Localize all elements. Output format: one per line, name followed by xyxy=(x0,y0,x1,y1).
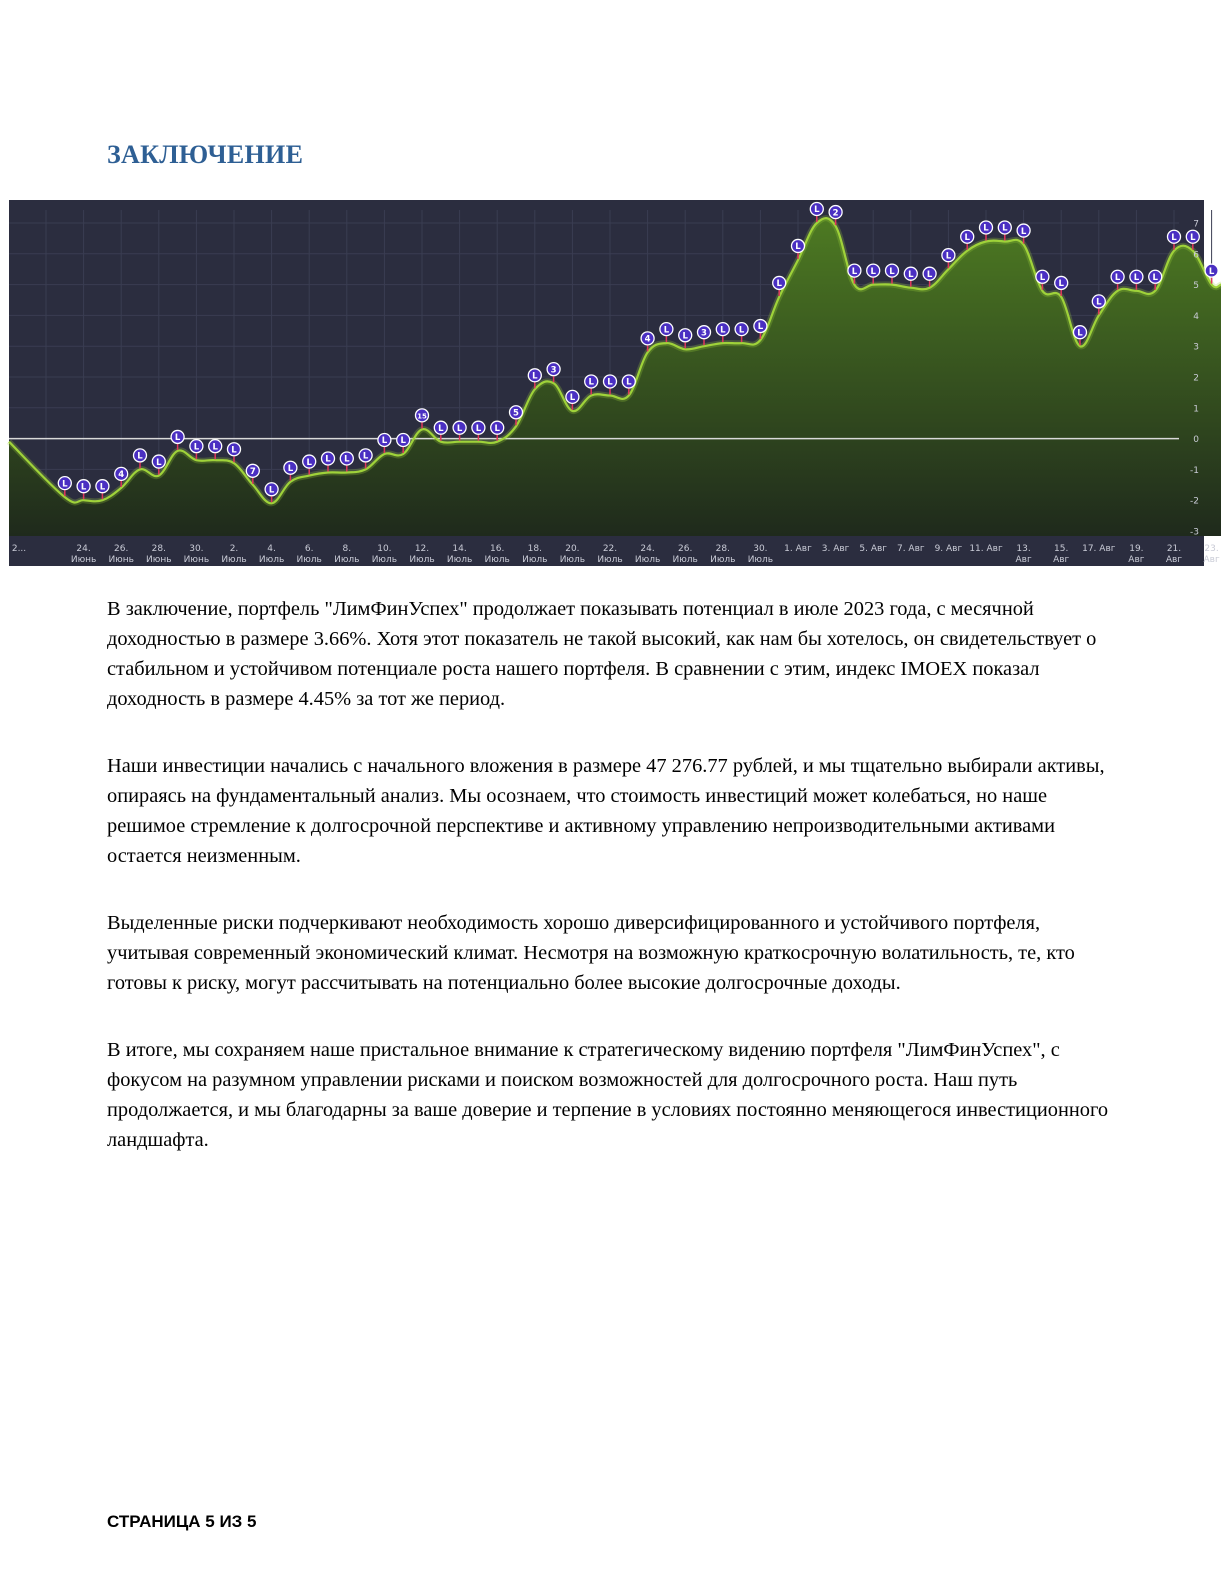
marker-label: L xyxy=(1096,297,1102,308)
x-tick-sublabel: Авг xyxy=(1128,555,1145,565)
marker-label: L xyxy=(137,451,143,462)
x-tick-sublabel: Июль xyxy=(522,555,548,565)
marker-label: L xyxy=(795,242,801,253)
x-tick-label: 10. xyxy=(377,544,392,554)
marker-label: L xyxy=(362,451,369,462)
marker-label: L xyxy=(757,322,764,333)
marker-label: L xyxy=(1190,232,1196,243)
trade-marker xyxy=(322,452,335,472)
marker-label: L xyxy=(231,445,237,456)
marker-label: L xyxy=(80,482,87,493)
y-tick-label: -3 xyxy=(1190,527,1199,538)
x-tick-sublabel: Июль xyxy=(409,555,435,565)
x-tick-label: 14. xyxy=(452,544,467,554)
marker-label: L xyxy=(156,457,162,468)
x-tick-label: 11. Авг xyxy=(969,544,1003,554)
marker-label: 15 xyxy=(417,412,427,421)
x-tick-sublabel: Авг xyxy=(1015,555,1032,565)
y-tick-label: 2 xyxy=(1193,373,1199,384)
marker-label: L xyxy=(400,436,406,447)
trade-marker xyxy=(998,221,1011,241)
x-tick-label: 26. xyxy=(678,544,693,554)
conclusion-text xyxy=(107,594,1117,1192)
marker-label: L xyxy=(1152,272,1158,283)
marker-label: L xyxy=(325,454,331,465)
x-tick-label: 1. Авг xyxy=(784,544,812,554)
y-tick-label: 1 xyxy=(1193,404,1199,415)
x-tick-sublabel: Июль xyxy=(710,555,736,565)
paragraph-3: Выделенные риски подчеркивают необходимость хорошо диверсифицированного и устойчивого портфеля, учитывая современный экономический климат. Несмотря на возможную краткосрочную волатильность, те, кто готовы к риску, могут рассчитывать на потенциально более высокие долгосрочные доходы. xyxy=(107,912,1075,994)
trade-marker xyxy=(171,430,184,450)
trade-marker xyxy=(378,434,391,454)
x-tick-label: 6. xyxy=(304,544,314,554)
marker-label: L xyxy=(1171,232,1177,243)
marker-label: 5 xyxy=(513,408,519,419)
marker-label: L xyxy=(193,442,200,453)
marker-label: L xyxy=(475,423,482,434)
x-tick-label: 23. xyxy=(1204,544,1219,554)
trade-marker xyxy=(867,264,880,284)
x-tick-label: 18. xyxy=(527,544,542,554)
x-tick-label: 16. xyxy=(490,544,505,554)
marker-label: L xyxy=(344,454,350,465)
x-tick-sublabel: Июль xyxy=(747,555,774,565)
page-number: СТРАНИЦА 5 ИЗ 5 xyxy=(107,1512,257,1531)
paragraph-2: Наши инвестиции начались с начального вложения в размере 47 276.77 рублей, и мы тщательно выбирали активы, опираясь на фундаментальный анализ. Мы осознаем, что стоимость инвестиций может колебаться, но наше решимое стремление к долгосрочной перспективе и активному управлению непроизводительными активами остается неизменным. xyxy=(107,755,1105,867)
x-tick-label: 28. xyxy=(151,544,166,554)
trade-marker xyxy=(134,449,147,469)
marker-label: L xyxy=(663,325,670,336)
marker-label: L xyxy=(814,205,820,216)
x-tick-label: 2... xyxy=(11,544,27,554)
trade-marker xyxy=(904,267,917,287)
marker-label: L xyxy=(889,266,895,277)
marker-label: 4 xyxy=(118,470,125,481)
x-tick-sublabel: Авг xyxy=(1053,555,1070,565)
x-tick-sublabel: Июль xyxy=(296,555,322,565)
x-tick-sublabel: Июль xyxy=(258,555,285,565)
marker-label: L xyxy=(532,371,538,382)
marker-label: L xyxy=(1002,223,1008,234)
trade-marker xyxy=(698,326,711,346)
trade-marker xyxy=(472,421,485,441)
x-tick-label: 28. xyxy=(715,544,730,554)
y-tick-label: -2 xyxy=(1190,496,1199,507)
trade-marker xyxy=(660,323,673,343)
marker-label: L xyxy=(438,423,444,434)
marker-label: 4 xyxy=(644,334,651,345)
trade-marker xyxy=(980,221,993,241)
marker-label: L xyxy=(738,325,745,336)
marker-label: L xyxy=(287,463,294,474)
trade-marker xyxy=(1130,270,1143,290)
x-tick-sublabel: Авг xyxy=(1203,555,1220,565)
marker-label: L xyxy=(456,423,463,434)
x-tick-label: 24. xyxy=(640,544,655,554)
x-tick-sublabel: Июль xyxy=(484,555,510,565)
x-tick-sublabel: Июнь xyxy=(108,555,134,565)
y-tick-label: 7 xyxy=(1193,219,1199,230)
trade-marker xyxy=(416,409,429,429)
trade-marker xyxy=(77,480,90,500)
marker-label: L xyxy=(381,436,388,447)
marker-label: L xyxy=(62,479,68,490)
marker-label: L xyxy=(1077,328,1083,339)
marker-label: 3 xyxy=(701,328,707,339)
x-tick-label: 9. Авг xyxy=(934,544,963,554)
trade-marker xyxy=(716,323,729,343)
trade-marker xyxy=(735,323,748,343)
x-tick-sublabel: Авг xyxy=(1165,555,1183,565)
x-tick-label: 24. xyxy=(76,544,91,554)
marker-label: L xyxy=(926,269,933,280)
y-tick-label: 0 xyxy=(1193,435,1199,446)
x-tick-sublabel: Июль xyxy=(446,555,473,565)
y-tick-label: 6 xyxy=(1193,250,1199,261)
x-tick-label: 8. xyxy=(342,544,352,554)
x-tick-sublabel: Июль xyxy=(672,555,698,565)
marker-label: 2 xyxy=(832,208,839,219)
marker-label: L xyxy=(268,485,275,496)
marker-label: L xyxy=(626,377,632,388)
x-tick-label: 19. xyxy=(1129,544,1144,554)
marker-label: L xyxy=(851,266,858,277)
marker-label: L xyxy=(1058,279,1064,290)
marker-label: L xyxy=(569,393,576,404)
marker-label: 3 xyxy=(550,365,557,376)
section-heading: ЗАКЛЮЧЕНИЕ xyxy=(107,140,304,169)
marker-label: L xyxy=(720,325,726,336)
x-tick-label: 5. Авг xyxy=(859,544,888,554)
trade-marker xyxy=(886,264,899,284)
x-tick-sublabel: Июнь xyxy=(146,555,172,565)
x-tick-sublabel: Июль xyxy=(597,555,623,565)
marker-label: L xyxy=(908,269,914,280)
x-tick-label: 3. Авг xyxy=(821,544,850,554)
marker-label: L xyxy=(1020,226,1027,237)
trade-marker xyxy=(604,375,617,395)
trade-marker xyxy=(453,421,466,441)
x-axis-ticks xyxy=(12,544,1220,565)
marker-label: L xyxy=(1133,272,1140,283)
marker-label: L xyxy=(494,423,500,434)
marker-label: L xyxy=(1208,266,1215,277)
x-tick-sublabel: Июнь xyxy=(183,555,210,565)
marker-label: L xyxy=(983,223,989,234)
trade-marker xyxy=(209,440,222,460)
portfolio-chart-svg xyxy=(9,200,1220,566)
x-tick-label: 2. xyxy=(229,544,239,554)
marker-label: L xyxy=(776,279,782,290)
x-tick-label: 20. xyxy=(565,544,580,554)
trade-marker xyxy=(340,452,353,472)
paragraph-4: В итоге, мы сохраняем наше пристальное внимание к стратегическому видению портфеля "ЛимФинУспех", с фокусом на разумном управлении рисками и поиском возможностей для долгосрочного роста. Наш путь продолжается, и мы благодарны за ваше доверие и терпение в условиях постоянно меняющегося инвестиционного ландшафта. xyxy=(107,1039,1109,1151)
x-tick-label: 30. xyxy=(189,544,204,554)
x-tick-label: 7. Авг xyxy=(896,544,925,554)
x-tick-label: 22. xyxy=(602,544,618,554)
y-tick-label: 5 xyxy=(1193,281,1199,292)
marker-label: L xyxy=(682,331,688,342)
marker-label: L xyxy=(870,266,876,277)
marker-label: L xyxy=(588,377,594,388)
marker-label: L xyxy=(945,251,952,262)
x-tick-label: 4. xyxy=(267,544,276,554)
x-tick-sublabel: Июль xyxy=(221,555,247,565)
portfolio-chart xyxy=(9,200,1220,566)
y-tick-label: -1 xyxy=(1190,465,1199,476)
marker-label: L xyxy=(1114,272,1121,283)
x-tick-sublabel: Июнь xyxy=(70,555,97,565)
y-tick-label: 4 xyxy=(1193,311,1199,322)
marker-label: L xyxy=(306,457,312,468)
x-tick-label: 15. xyxy=(1054,544,1069,554)
marker-label: L xyxy=(212,442,218,453)
marker-label: L xyxy=(964,232,970,243)
x-tick-label: 17. Авг xyxy=(1082,544,1116,554)
x-tick-sublabel: Июль xyxy=(634,555,661,565)
x-tick-label: 13. xyxy=(1016,544,1031,554)
x-tick-label: 26. xyxy=(114,544,129,554)
x-tick-sublabel: Июль xyxy=(559,555,586,565)
marker-label: L xyxy=(99,482,106,493)
x-tick-label: 30. xyxy=(753,544,768,554)
x-tick-label: 21. xyxy=(1166,544,1182,554)
paragraph-1: В заключение, портфель "ЛимФинУспех" продолжает показывать потенциал в июле 2023 года, с месячной доходностью в размере 3.66%. Хотя этот показатель не такой высокий, как нам бы хотелось, он свидетельствует о стабильном и устойчивом потенциале роста нашего портфеля. В сравнении с этим, индекс IMOEX показал доходность в размере 4.45% за тот же период. xyxy=(107,598,1097,710)
marker-label: L xyxy=(1039,272,1046,283)
y-tick-label: 3 xyxy=(1193,342,1199,353)
x-tick-label: 12. xyxy=(414,544,430,554)
marker-label: L xyxy=(607,377,613,388)
x-tick-sublabel: Июль xyxy=(371,555,398,565)
marker-label: L xyxy=(174,433,181,444)
marker-label: 7 xyxy=(249,467,256,477)
x-tick-sublabel: Июль xyxy=(334,555,360,565)
